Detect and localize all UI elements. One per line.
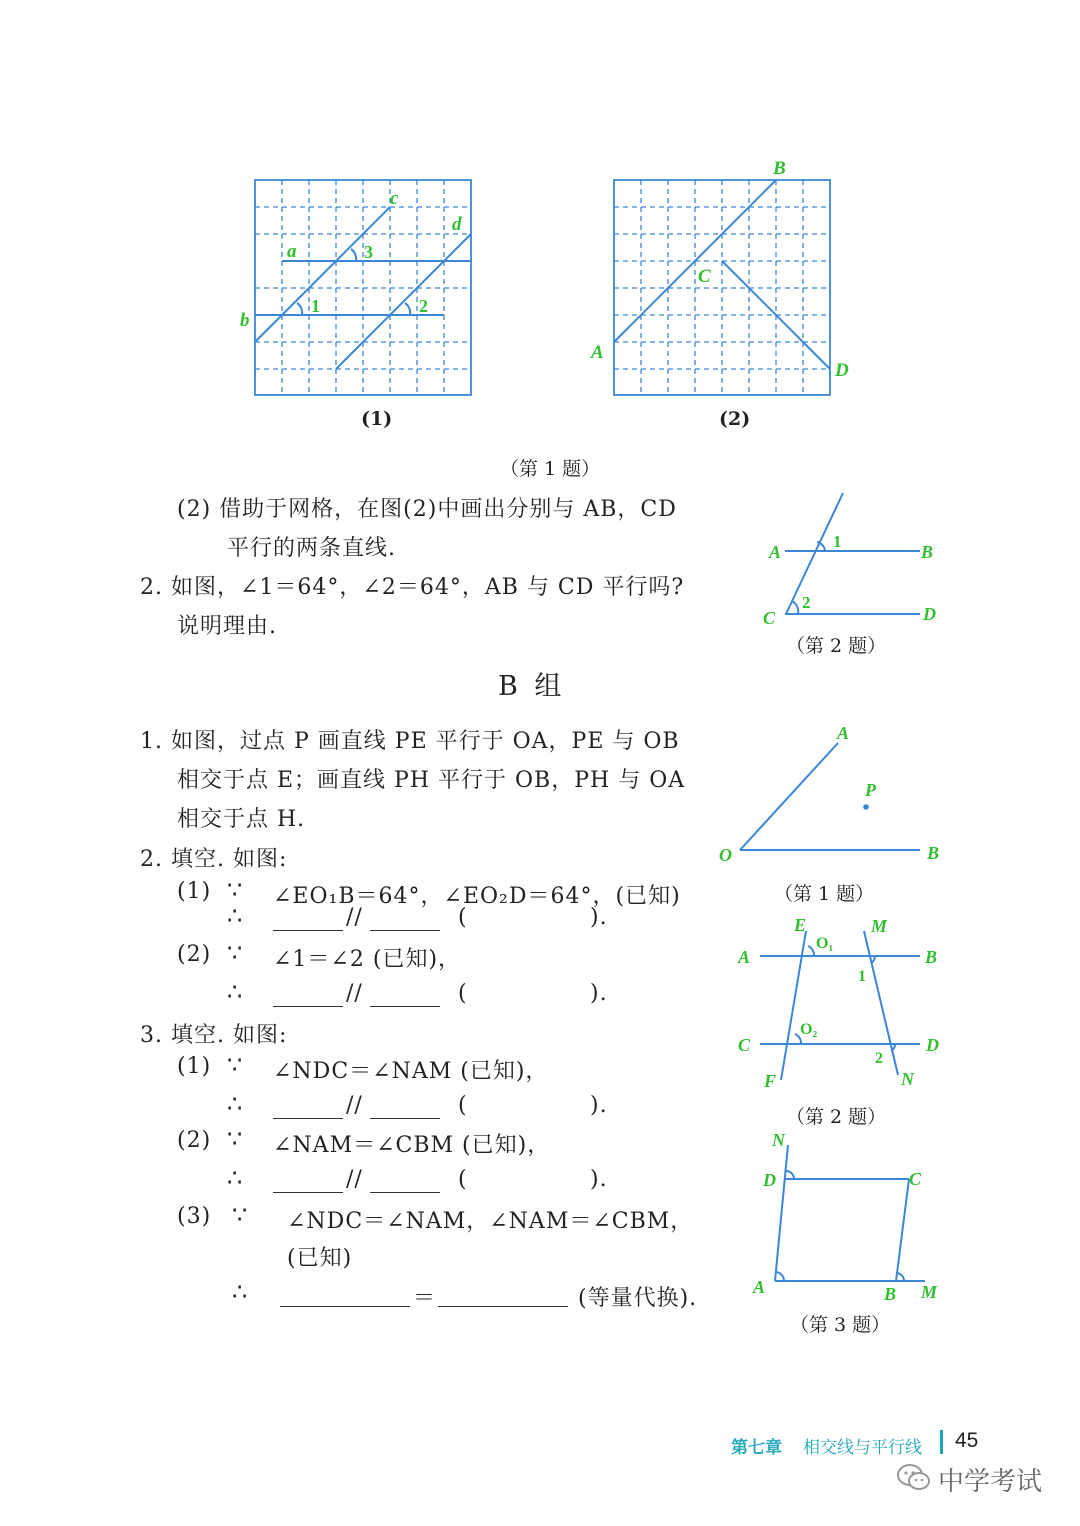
b-q3-p3-known: (已知) (287, 1246, 353, 1271)
a2-label-1: 1 (833, 532, 842, 551)
figure-b3 (745, 1125, 955, 1305)
b-q2-p2-parallel: // (346, 981, 363, 1006)
b2-label-O1: O₁ (816, 935, 834, 952)
b2-label-M: M (871, 916, 888, 936)
b-q3-p3-tail: (等量代换). (578, 1286, 698, 1311)
figure-1-caption: （第 1 题） (500, 458, 601, 480)
b2-label-N: N (901, 1069, 914, 1089)
label-angle-1: 1 (311, 296, 320, 316)
b-q3-p3-therefore: ∴ (232, 1278, 249, 1306)
b1-label-A: A (837, 723, 850, 743)
b-q2-p1-num: (1) (177, 879, 212, 904)
a2-label-C: C (763, 608, 776, 628)
b-q3-p2-parallel: // (346, 1167, 363, 1192)
b-q3-p1-parallel: // (346, 1093, 363, 1118)
a2-label-D: D (923, 604, 936, 624)
label-angle-3: 3 (364, 242, 373, 262)
b-q2-p2-blank2[interactable] (370, 986, 440, 1007)
b-q3-p1-blank1[interactable] (273, 1098, 343, 1119)
b2-label-F: F (764, 1071, 777, 1091)
q2-line1: 2. 如图，∠1＝64°，∠2＝64°，AB 与 CD 平行吗? (140, 575, 685, 600)
b2-label-D: D (926, 1035, 939, 1055)
a2-label-2: 2 (802, 593, 811, 612)
b-q3-p3-blank2[interactable] (438, 1286, 568, 1307)
a2-label-B: B (921, 542, 934, 562)
b-q3-p3-because: ∵ (232, 1201, 249, 1229)
b1-label-O: O (719, 845, 732, 865)
b-q3-p2-paren-close: ). (590, 1167, 608, 1192)
grid-figure-2 (585, 150, 860, 430)
section-b-title: B 组 (498, 671, 566, 702)
b2-label-2: 2 (875, 1050, 883, 1067)
b-q2-p2-therefore: ∴ (227, 978, 244, 1006)
watermark-text: 中学考试 (938, 1467, 1043, 1497)
b-q2-p1-blank2[interactable] (370, 910, 440, 931)
b-q3-p3-equals: ＝ (413, 1286, 437, 1311)
b-q3-p1-because: ∵ (227, 1051, 244, 1079)
b-q2-p1-blank1[interactable] (273, 910, 343, 931)
grid-1-caption: (1) (361, 408, 393, 430)
b2-label-E: E (794, 915, 807, 935)
b2-label-1: 1 (858, 968, 866, 985)
b-q3-p1-paren-close: ). (590, 1093, 608, 1118)
q1-part2-line1: (2) 借助于网格，在图(2)中画出分别与 AB，CD (177, 497, 677, 522)
b-q3-p3-text: ∠NDC＝∠NAM，∠NAM＝∠CBM， (287, 1209, 694, 1234)
b1-label-B: B (927, 843, 940, 863)
b-q3-p1-text: ∠NDC＝∠NAM (已知)， (273, 1059, 549, 1084)
b2-label-A: A (738, 947, 751, 967)
b2-label-C: C (738, 1035, 751, 1055)
footer-divider (940, 1430, 943, 1454)
b-q3-p3-blank1[interactable] (280, 1286, 410, 1307)
q2-line2: 说明理由. (177, 614, 277, 639)
b3-label-D: D (763, 1170, 776, 1190)
b3-label-M: M (921, 1282, 938, 1302)
b-q3-p2-because: ∵ (227, 1125, 244, 1153)
label-a: a (287, 241, 297, 262)
b-q3-p2-blank1[interactable] (273, 1172, 343, 1193)
label-A: A (591, 342, 604, 363)
b3-label-N: N (772, 1130, 785, 1150)
figure-a2-caption: （第 2 题） (786, 635, 887, 657)
q1-part2-line2: 平行的两条直线. (227, 536, 396, 561)
figure-b2-caption: （第 2 题） (786, 1106, 887, 1128)
b-q2-p1-paren-close: ). (590, 905, 608, 930)
label-D: D (835, 360, 849, 381)
footer-chapter: 第七章 (731, 1438, 782, 1458)
figure-b2 (730, 905, 955, 1100)
b-q2-p1-because: ∵ (227, 876, 244, 904)
b-q3-p2-therefore: ∴ (227, 1164, 244, 1192)
b-q3-p1-therefore: ∴ (227, 1090, 244, 1118)
label-d: d (452, 214, 462, 235)
b-q3-p1-paren-open: ( (458, 1093, 468, 1118)
figure-b3-caption: （第 3 题） (790, 1314, 891, 1336)
label-B: B (773, 158, 786, 179)
b-q2-p2-blank1[interactable] (273, 986, 343, 1007)
b-q3-p3-num: (3) (177, 1204, 212, 1229)
footer-chapter-title: 相交线与平行线 (803, 1438, 922, 1458)
b-q2-p1-text: ∠EO₁B＝64°，∠EO₂D＝64°，(已知) (273, 884, 681, 909)
b3-label-A: A (753, 1277, 766, 1297)
b-q2-p2-paren-close: ). (590, 981, 608, 1006)
label-c: c (390, 188, 399, 209)
b-q3-head: 3. 填空. 如图: (140, 1023, 288, 1048)
grid-figure-1 (230, 160, 500, 430)
b-q3-p1-num: (1) (177, 1054, 212, 1079)
b-q2-head: 2. 填空. 如图: (140, 847, 288, 872)
grid-2-caption: (2) (719, 408, 751, 430)
label-b: b (240, 310, 250, 331)
b3-label-B: B (884, 1284, 897, 1304)
b-q1-line2: 相交于点 E；画直线 PH 平行于 OB，PH 与 OA (177, 768, 686, 793)
b3-label-C: C (909, 1169, 922, 1189)
b-q2-p1-therefore: ∴ (227, 902, 244, 930)
b-q1-line3: 相交于点 H. (177, 807, 306, 832)
b-q2-p1-paren-open: ( (458, 905, 468, 930)
b-q2-p2-num: (2) (177, 942, 212, 967)
label-C: C (698, 266, 711, 287)
b-q3-p2-text: ∠NAM＝∠CBM (已知)， (273, 1133, 551, 1158)
b2-label-B: B (925, 947, 938, 967)
figure-b1 (705, 715, 955, 875)
a2-label-A: A (769, 542, 782, 562)
label-angle-2: 2 (419, 296, 428, 316)
wechat-icon (896, 1462, 932, 1494)
b-q3-p2-paren-open: ( (458, 1167, 468, 1192)
b2-label-O2: O₂ (800, 1021, 818, 1038)
b1-label-P: P (865, 780, 876, 800)
b-q1-line1: 1. 如图，过点 P 画直线 PE 平行于 OA，PE 与 OB (140, 729, 680, 754)
b-q2-p2-because: ∵ (227, 939, 244, 967)
b-q2-p1-parallel: // (346, 905, 363, 930)
b-q3-p2-num: (2) (177, 1128, 212, 1153)
b-q3-p1-blank2[interactable] (370, 1098, 440, 1119)
figure-b1-caption: （第 1 题） (774, 883, 875, 905)
figure-a2 (755, 485, 955, 635)
b-q2-p2-text: ∠1＝∠2 (已知)， (273, 947, 462, 972)
b-q2-p2-paren-open: ( (458, 981, 468, 1006)
footer-page-number: 45 (955, 1429, 979, 1452)
b-q3-p2-blank2[interactable] (370, 1172, 440, 1193)
